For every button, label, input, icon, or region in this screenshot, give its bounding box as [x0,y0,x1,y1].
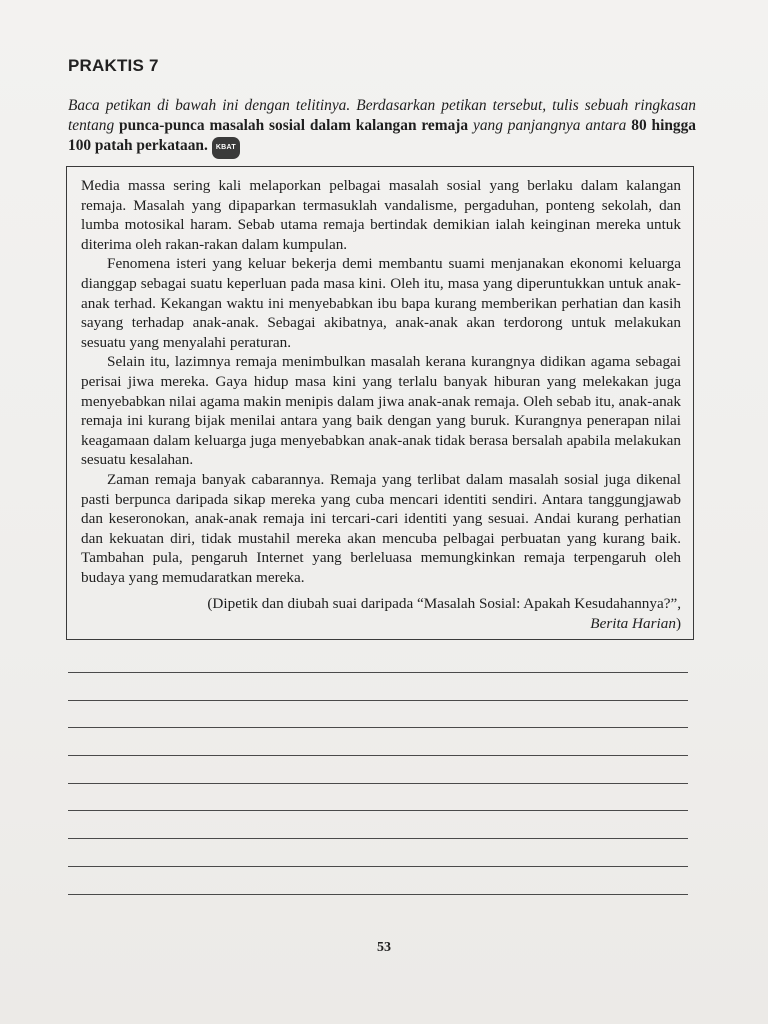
answer-line[interactable] [68,866,688,867]
answer-line[interactable] [68,700,688,701]
passage-box [66,166,694,640]
passage-source [81,594,681,633]
page-number: 53 [377,940,391,955]
passage-paragraph-1: Media massa sering kali melaporkan pelbagai masalah sosial yang berlaku dalam kalangan remaja. Masalah yang dipaparkan termasuklah vandalisme, pergaduhan, ponteng sekolah, dan lumba motosikal haram. Sebab utama remaja bertindak demikian ialah keinginan mereka untuk diterima oleh rakan-rakan dalam kumpulan. [81,177,681,253]
source-publication: Berita Harian [590,615,676,633]
answer-line[interactable] [68,810,688,811]
source-close-paren: ) [675,615,681,633]
kbat-badge: KBAT [212,137,240,159]
passage-paragraph-3: Selain itu, lazimnya remaja menimbulkan masalah kerana kurangnya didikan agama sebagai perisai jiwa mereka. Gaya hidup masa kini yang terlalu banyak hiburan yang melekakan juga menyebabkan nilai agama makin menipis dalam jiwa anak-anak remaja. Oleh sebab itu, anak-anak remaja ini kurang bijak menilai antara yang baik dengan yang buruk. Kurangnya penerapan nilai keagamaan dalam keluarga juga menyebabkan anak-anak tidak berasa bersalah apabila melakukan sesuatu kesalahan. [81,353,681,469]
answer-line[interactable] [68,672,688,673]
answer-line[interactable] [68,838,688,839]
passage-paragraph-2: Fenomena isteri yang keluar bekerja demi membantu suami menjanakan ekonomi keluarga dianggap sebagai suatu keperluan pada masa kini. Oleh itu, masa yang diperuntukkan untuk anak-anak terhad. Kekangan waktu ini menyebabkan ibu bapa kurang memberikan perhatian dan kasih sayang terhadap anak-anak. Sebagai akibatnya, anak-anak akan terdorong untuk melakukan sesuatu yang menyalahi peraturan. [81,255,681,351]
answer-line[interactable] [68,727,688,728]
instructions-text-1: Baca petikan di bawah ini dengan telitinya. Berdasarkan petikan tersebut, tulis sebuah ringkasan tentang [68,97,696,134]
instructions [68,96,696,159]
page-title: PRAKTIS 7 [68,56,159,75]
answer-lines[interactable] [68,672,688,921]
passage-paragraph-4: Zaman remaja banyak cabarannya. Remaja yang terlibat dalam masalah sosial juga dikenal pasti berpunca daripada sikap mereka yang cuba mencari identiti sendiri. Antara tanggungjawab dan keseronokan, anak-anak remaja ini tercari-cari identiti yang sesuai. Andai kurang perhatian dan kekuatan diri, tidak mustahil mereka akan mencuba pelbagai perbuatan yang kurang baik. Tambahan pula, pengaruh Internet yang berleluasa memungkinkan remaja terpengaruh oleh budaya yang memudaratkan mereka. [81,470,681,586]
answer-line[interactable] [68,755,688,756]
source-line-1: (Dipetik dan diubah suai daripada “Masalah Sosial: Apakah Kesudahannya?”, [207,595,681,613]
instructions-text-2: yang panjangnya antara [468,117,632,134]
answer-line[interactable] [68,894,688,895]
source-line-2 [81,614,681,634]
instructions-word-count: 80 hingga 100 patah perkataan. [68,117,696,154]
answer-line[interactable] [68,783,688,784]
instructions-topic: punca-punca masalah sosial dalam kalangan remaja [119,117,469,134]
